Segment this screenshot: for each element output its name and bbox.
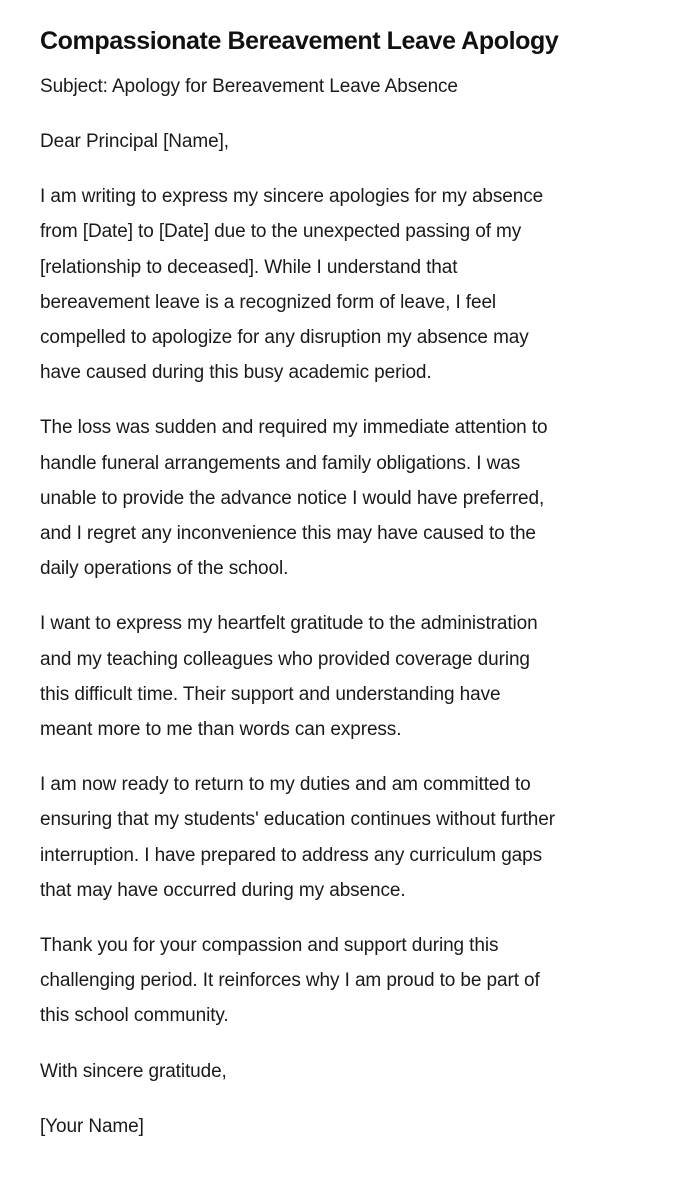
text-line: handle funeral arrangements and family obligations. I was (40, 452, 521, 474)
document-title: Compassionate Bereavement Leave Apology (40, 27, 559, 55)
text-line: and my teaching colleagues who provided coverage during (40, 648, 530, 670)
paragraph-circumstances (40, 410, 680, 586)
text-line: from [Date] to [Date] due to the unexpected passing of my (40, 221, 522, 243)
text-line: and I regret any inconvenience this may have caused to the (40, 523, 536, 545)
text-line: this school community. (40, 1005, 229, 1027)
salutation: Dear Principal [Name], (40, 131, 229, 152)
text-line: interruption. I have prepared to address any curriculum gaps (40, 844, 543, 866)
text-line: unable to provide the advance notice I would have preferred, (40, 487, 545, 509)
subject-line: Subject: Apology for Bereavement Leave Absence (40, 76, 458, 97)
paragraph-thanks (40, 928, 680, 1034)
text-line: have caused during this busy academic period. (40, 362, 432, 384)
text-line: ensuring that my students' education continues without further (40, 809, 555, 831)
text-line: Thank you for your compassion and support during this (40, 935, 499, 957)
text-line: I am now ready to return to my duties and am committed to (40, 774, 531, 796)
text-line: I want to express my heartfelt gratitude to the administration (40, 613, 538, 635)
text-line: bereavement leave is a recognized form of leave, I feel (40, 291, 497, 313)
paragraph-return (40, 767, 680, 908)
text-line: this difficult time. Their support and understanding have (40, 683, 501, 705)
text-line: I am writing to express my sincere apologies for my absence (40, 186, 544, 208)
text-line: The loss was sudden and required my immediate attention to (40, 417, 548, 439)
signature: [Your Name] (40, 1115, 144, 1137)
closing: With sincere gratitude, (40, 1060, 227, 1082)
text-line: compelled to apologize for any disruption my absence may (40, 327, 529, 349)
paragraph-gratitude (40, 606, 680, 747)
text-line: [relationship to deceased]. While I understand that (40, 256, 458, 278)
text-line: challenging period. It reinforces why I am proud to be part of (40, 970, 540, 992)
text-line: daily operations of the school. (40, 558, 289, 580)
text-line: meant more to me than words can express. (40, 719, 402, 741)
paragraph-apology (40, 179, 680, 390)
text-line: that may have occurred during my absence. (40, 879, 406, 901)
